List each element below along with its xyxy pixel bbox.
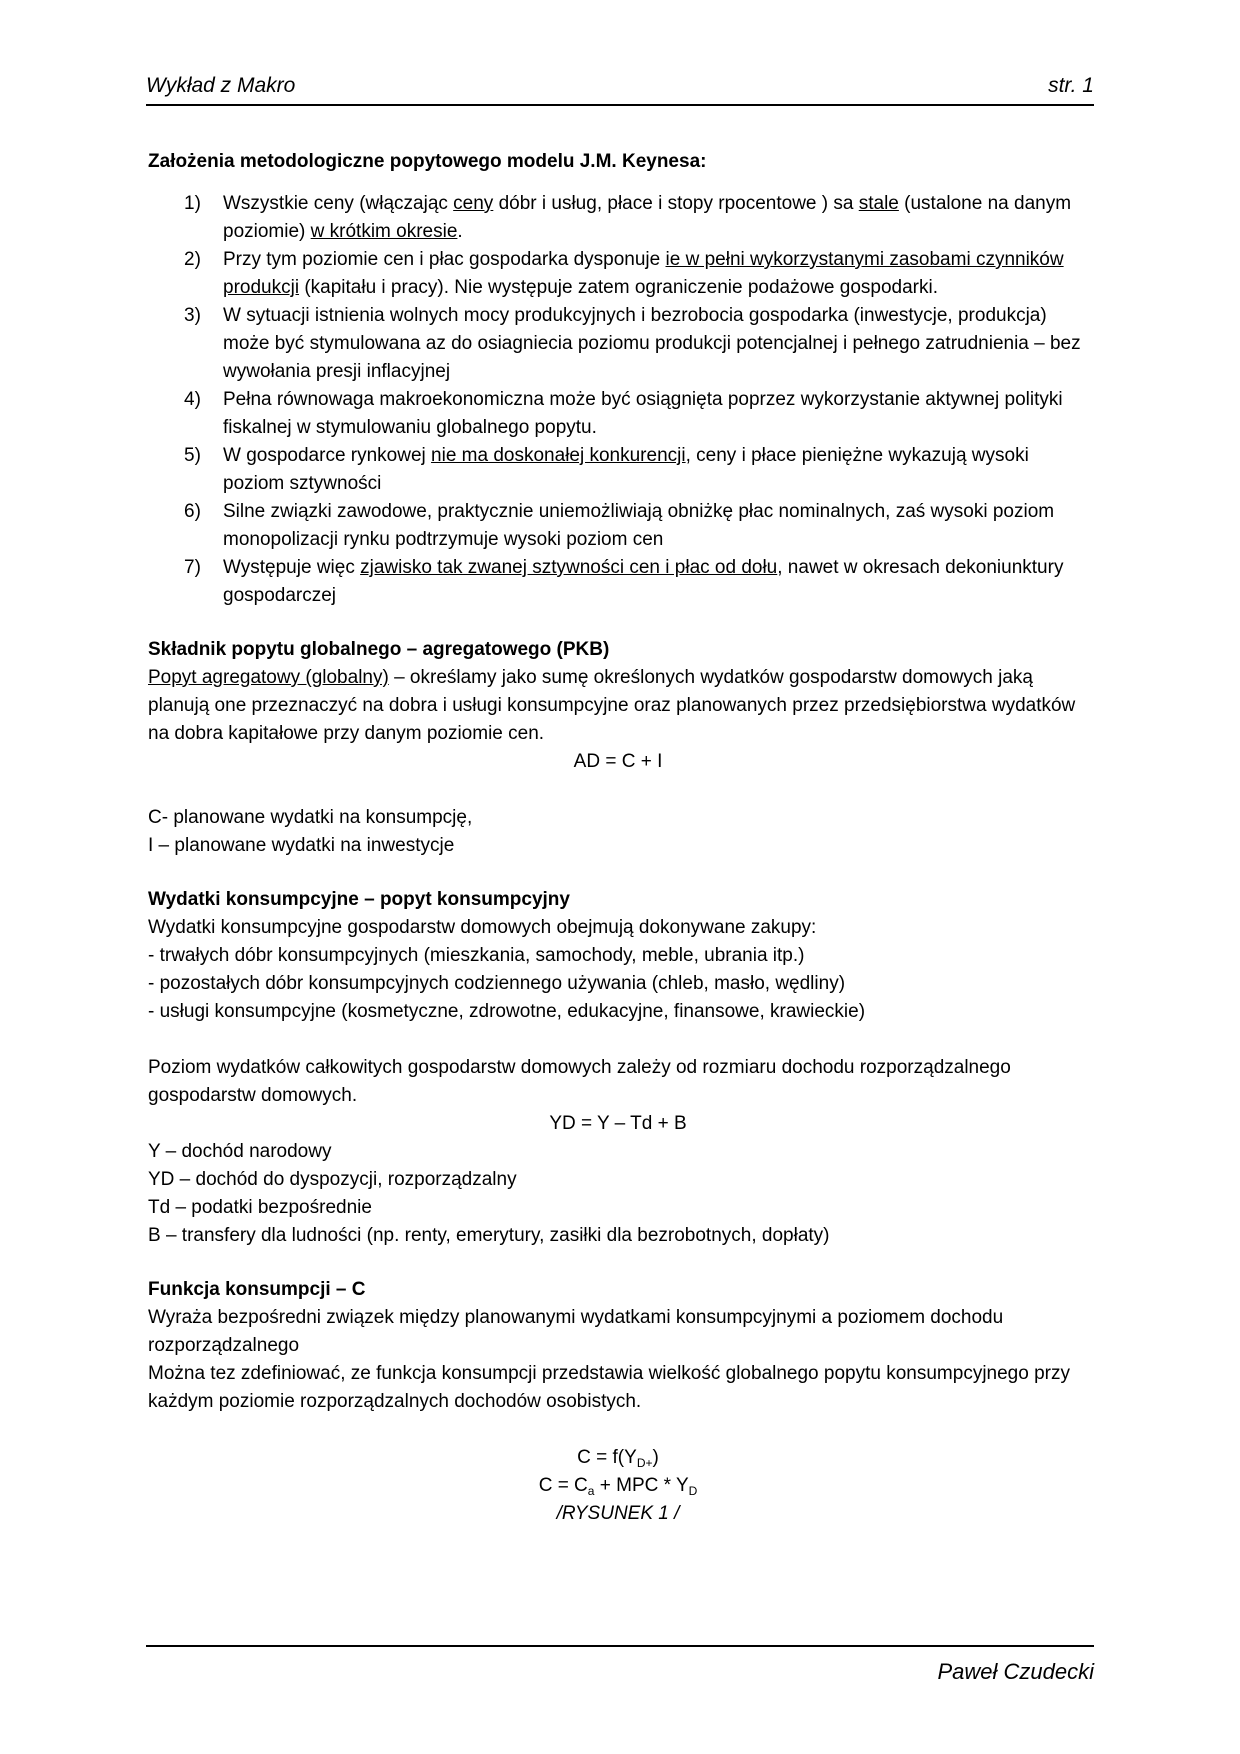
list-number: 3) bbox=[184, 305, 201, 326]
list-item bbox=[148, 554, 1088, 610]
paragraph: Wyraża bezpośredni związek między planowanymi wydatkami konsumpcyjnymi a poziomem dochodu rozporządzalnego bbox=[148, 1307, 1004, 1356]
dash-line: - pozostałych dóbr konsumpcyjnych codziennego używania (chleb, masło, wędliny) bbox=[148, 973, 846, 994]
formula-text: + MPC * Y bbox=[594, 1475, 689, 1496]
underlined-text: ie w pełni wykorzystanymi zasobami czynników produkcji bbox=[223, 249, 1064, 298]
list-item bbox=[148, 302, 1088, 386]
section-heading-function: Funkcja konsumpcji – C bbox=[148, 1279, 366, 1300]
list-number: 2) bbox=[184, 249, 201, 270]
list-text: W sytuacji istnienia wolnych mocy produkcyjnych i bezrobocia gospodarka (inwestycje, produkcja) może być stymulowana az do osiagniecia poziomu produkcji potencjalnej i pełnego zatrudnienia – bez wywołania presji inflacyjnej bbox=[223, 305, 1081, 382]
definition-text: – określamy jako sumę określonych wydatków gospodarstw domowych jaką planują one przeznaczyć na dobra i usługi konsumpcyjne oraz planowanych przez przedsiębiorstwa wydatków na dobra kapitałowe przy danym poziomie cen. bbox=[148, 667, 1076, 744]
underlined-text: stale bbox=[858, 193, 899, 214]
underlined-text: w krótkim okresie bbox=[310, 221, 458, 242]
page-header bbox=[146, 72, 1094, 106]
list-text: , nawet w okresach dekoniunktury gospodarczej bbox=[223, 557, 1064, 606]
list-number: 7) bbox=[184, 557, 201, 578]
underlined-text: zjawisko tak zwanej sztywności cen i płac od dołu bbox=[360, 557, 778, 578]
page-content bbox=[148, 148, 1088, 1528]
list-text: Przy tym poziomie cen i płac gospodarka dysponuje bbox=[223, 249, 666, 270]
list-number: 6) bbox=[184, 501, 201, 522]
list-text: (kapitału i pracy). Nie występuje zatem ograniczenie podażowe gospodarki. bbox=[299, 277, 938, 298]
section-consumption-spending bbox=[148, 886, 1088, 1250]
list-text: Występuje więc bbox=[223, 557, 361, 578]
page-footer bbox=[146, 1645, 1094, 1684]
formula-subscript: D+ bbox=[636, 1456, 653, 1470]
list-text: (ustalone na danym poziomie) bbox=[223, 193, 1072, 242]
underlined-text: nie ma doskonałej konkurencji bbox=[431, 445, 686, 466]
formula-c-function bbox=[148, 1444, 1088, 1472]
definition-line: YD – dochód do dyspozycji, rozporządzalny bbox=[148, 1169, 517, 1190]
formula-yd: YD = Y – Td + B bbox=[549, 1113, 687, 1134]
dash-line: - usługi konsumpcyjne (kosmetyczne, zdrowotne, edukacyjne, finansowe, krawieckie) bbox=[148, 1001, 866, 1022]
list-text: dóbr i usług, płace i stopy rpocentowe ) sa bbox=[493, 193, 859, 214]
list-item bbox=[148, 246, 1088, 302]
list-item bbox=[148, 190, 1088, 246]
definition-line: Y – dochód narodowy bbox=[148, 1141, 332, 1162]
section-consumption-function bbox=[148, 1276, 1088, 1528]
list-text: W gospodarce rynkowej bbox=[223, 445, 432, 466]
definition-line: Td – podatki bezpośrednie bbox=[148, 1197, 372, 1218]
definition-line: C- planowane wydatki na konsumpcję, bbox=[148, 807, 473, 828]
formula-ad: AD = C + I bbox=[573, 751, 663, 772]
list-item bbox=[148, 442, 1088, 498]
section-heading-keynes: Założenia metodologiczne popytowego modelu J.M. Keynesa: bbox=[148, 151, 707, 172]
list-number: 4) bbox=[184, 389, 201, 410]
section-heading-aggregate: Składnik popytu globalnego – agregatowego (PKB) bbox=[148, 639, 610, 660]
list-text: Wszystkie ceny (włączając bbox=[223, 193, 454, 214]
definition-line: I – planowane wydatki na inwestycje bbox=[148, 835, 455, 856]
definition-line: B – transfery dla ludności (np. renty, emerytury, zasiłki dla bezrobotnych, dopłaty) bbox=[148, 1225, 830, 1246]
list-text: , ceny i płace pieniężne wykazują wysoki poziom sztywności bbox=[223, 445, 1029, 494]
list-item bbox=[148, 386, 1088, 442]
dash-line: - trwałych dóbr konsumpcyjnych (mieszkania, samochody, meble, ubrania itp.) bbox=[148, 945, 805, 966]
formula-c-linear bbox=[148, 1472, 1088, 1500]
list-number: 1) bbox=[184, 193, 201, 214]
assumptions-list bbox=[148, 190, 1088, 610]
formula-text: C = f(Y bbox=[577, 1447, 637, 1468]
paragraph: Można tez zdefiniować, ze funkcja konsumpcji przedstawia wielkość globalnego popytu konsumpcyjnego przy każdym poziomie rozporządzalnych dochodów osobistych. bbox=[148, 1363, 1070, 1412]
formula-text: C = C bbox=[538, 1475, 588, 1496]
section-heading-consumption: Wydatki konsumpcyjne – popyt konsumpcyjny bbox=[148, 889, 570, 910]
header-page-number: str. 1 bbox=[1048, 74, 1094, 97]
list-item bbox=[148, 498, 1088, 554]
definition-term: Popyt agregatowy (globalny) bbox=[148, 667, 389, 688]
definition-paragraph bbox=[148, 664, 1088, 748]
paragraph: Poziom wydatków całkowitych gospodarstw domowych zależy od rozmiaru dochodu rozporządzalnego gospodarstw domowych. bbox=[148, 1057, 1011, 1106]
formula-subscript: D bbox=[688, 1484, 698, 1498]
list-text: Silne związki zawodowe, praktycznie uniemożliwiają obniżkę płac nominalnych, zaś wysoki poziom monopolizacji rynku podtrzymuje wysoki poziom cen bbox=[223, 501, 1055, 550]
footer-author: Paweł Czudecki bbox=[937, 1659, 1094, 1684]
formula-subscript: a bbox=[587, 1484, 595, 1498]
header-title: Wykład z Makro bbox=[146, 74, 296, 97]
list-text: . bbox=[457, 221, 463, 242]
formula-text: ) bbox=[652, 1447, 659, 1468]
underlined-text: ceny bbox=[453, 193, 494, 214]
paragraph: Wydatki konsumpcyjne gospodarstw domowych obejmują dokonywane zakupy: bbox=[148, 917, 817, 938]
list-number: 5) bbox=[184, 445, 201, 466]
list-text: Pełna równowaga makroekonomiczna może być osiągnięta poprzez wykorzystanie aktywnej polityki fiskalnej w stymulowaniu globalnego popytu. bbox=[223, 389, 1063, 438]
figure-reference: /RYSUNEK 1 / bbox=[556, 1503, 680, 1524]
section-aggregate-demand bbox=[148, 636, 1088, 860]
